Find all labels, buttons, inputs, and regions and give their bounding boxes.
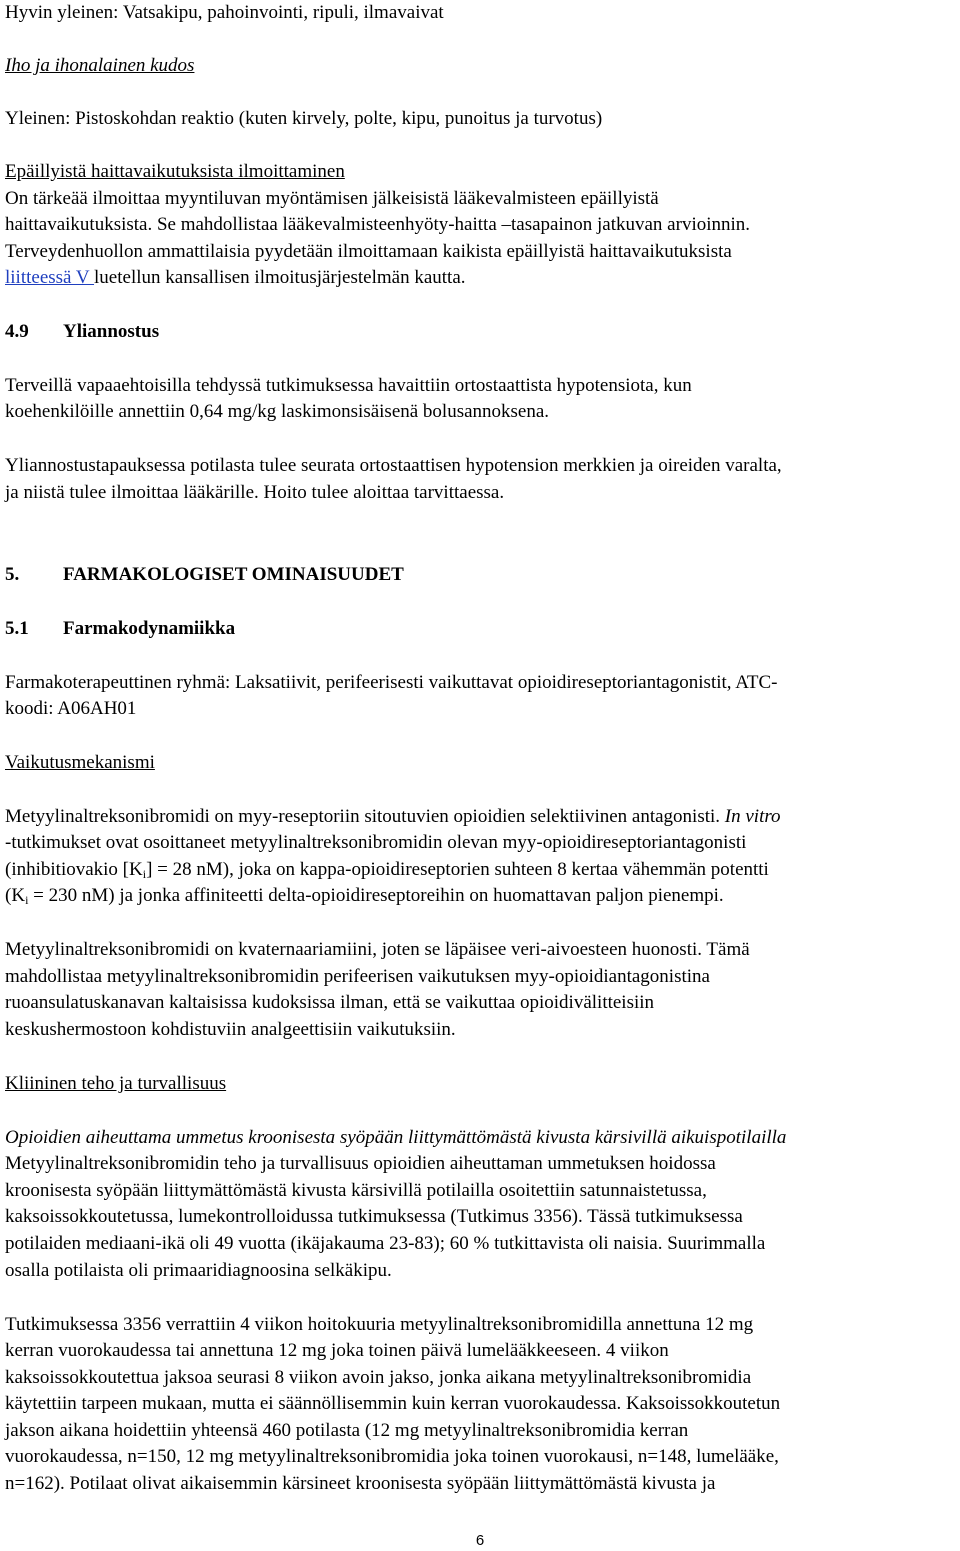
study-line: vuorokaudessa, n=150, 12 mg metyylinaltreksonibromidia joka toinen vuorokausi, n=148, lumelääke, <box>5 1446 779 1467</box>
quaternary-line: mahdollistaa metyylinaltreksonibromidin perifeerisen vaikutuksen myy-opioidiantagonistina <box>5 966 710 987</box>
study-line: kerran vuorokaudessa tai annettuna 12 mg joka toinen päivä lumelääkkeeseen. 4 viikon <box>5 1340 669 1361</box>
mechanism-text: ] = 28 nM), joka on kappa-opioidireseptorien suhteen 8 kertaa vähemmän potentti <box>146 859 769 880</box>
quaternary-line: keskushermostoon kohdistuviin analgeettisiin vaikutuksiin. <box>5 1019 456 1040</box>
mechanism-line <box>5 804 781 831</box>
reporting-line: Terveydenhuollon ammattilaisia pyydetään ilmoittamaan kaikista epäillyistä haittavaikutuksista <box>5 241 732 262</box>
section-title: Farmakodynamiikka <box>63 618 236 639</box>
study-line: jakson aikana hoidettiin yhteensä 460 potilasta (12 mg metyylinaltreksonibromidia kerran <box>5 1420 689 1441</box>
reporting-line-tail: luetellun kansallisen ilmoitusjärjestelmän kautta. <box>94 267 466 288</box>
section-title: FARMAKOLOGISET OMINAISUUDET <box>63 564 404 585</box>
clinical-line: potilaiden mediaani-ikä oli 49 vuotta (ikäjakauma 23-83); 60 % tutkittavista oli naisia. Suurimmalla <box>5 1233 766 1254</box>
quaternary-line: ruoansulatuskanavan kaltaisissa kudoksissa ilman, että se vaikuttaa opioidivälitteisiin <box>5 992 655 1013</box>
reporting-link-line <box>5 265 466 292</box>
overdose-p2-line: Yliannostustapauksessa potilasta tulee seurata ortostaattisen hypotension merkkien ja oireiden varalta, <box>5 455 782 476</box>
mechanism-text: Metyylinaltreksonibromidi on myy-reseptoriin sitoutuvien opioidien selektiivinen antagonisti. <box>5 806 725 827</box>
clinical-line: Metyylinaltreksonibromidin teho ja turvallisuus opioidien aiheuttaman ummetuksen hoidossa <box>5 1153 716 1174</box>
section-title: Yliannostus <box>63 321 160 342</box>
study-line: Tutkimuksessa 3356 verrattiin 4 viikon hoitokuuria metyylinaltreksonibromidilla annettuna 12 mg <box>5 1314 754 1335</box>
mechanism-text: (inhibitiovakio [K <box>5 859 143 880</box>
annex-v-link[interactable]: liitteessä V <box>5 267 95 288</box>
reporting-line: haittavaikutuksista. Se mahdollistaa lääkevalmisteenhyöty-haitta –tasapainon jatkuvan arvioinnin. <box>5 214 751 235</box>
mechanism-line <box>5 857 769 884</box>
section-number: 5. <box>5 564 20 585</box>
study-line: käytettiin tarpeen mukaan, mutta ei säännöllisemmin kuin kerran vuorokaudessa. Kaksoissokkoutetun <box>5 1393 781 1414</box>
subscript: i <box>142 867 147 881</box>
mechanism-heading: Vaikutusmekanismi <box>5 752 155 773</box>
section-heading-5-1 <box>5 616 235 643</box>
section-number: 4.9 <box>5 321 29 342</box>
clinical-line: kaksoissokkoutetussa, lumekontrolloidussa tutkimuksessa (Tutkimus 3356). Tässä tutkimuksessa <box>5 1206 743 1227</box>
quaternary-line: Metyylinaltreksonibromidi on kvaternaariamiini, joten se läpäisee veri-aivoesteen huonosti. Tämä <box>5 939 750 960</box>
pharmacotherapeutic-group-line: koodi: A06AH01 <box>5 698 137 719</box>
study-line: n=162). Potilaat olivat aikaisemmin kärsineet kroonisesta syöpään liittymättömästä kivusta ja <box>5 1473 716 1494</box>
skin-soc-heading: Iho ja ihonalainen kudos <box>5 55 195 76</box>
clinical-line: osalla potilaista oli primaaridiagnoosina selkäkipu. <box>5 1260 392 1281</box>
section-number: 5.1 <box>5 618 29 639</box>
overdose-p1-line: Terveillä vapaaehtoisilla tehdyssä tutkimuksessa havaittiin ortostaattista hypotensiota, kun <box>5 375 692 396</box>
clinical-line: kroonisesta syöpään liittymättömästä kivusta kärsivillä potilailla osoitettiin satunnaistetussa, <box>5 1180 707 1201</box>
clinical-heading: Kliininen teho ja turvallisuus <box>5 1073 227 1094</box>
pharmacotherapeutic-group-line: Farmakoterapeuttinen ryhmä: Laksatiivit, perifeerisesti vaikuttavat opioidireseptoriantagonistit, ATC- <box>5 672 778 693</box>
reporting-heading: Epäillyistä haittavaikutuksista ilmoittaminen <box>5 161 345 182</box>
mechanism-line <box>5 883 724 910</box>
page-number: 6 <box>475 1532 485 1549</box>
gi-adverse-line: Hyvin yleinen: Vatsakipu, pahoinvointi, ripuli, ilmavaivat <box>5 2 444 23</box>
study-line: kaksoissokkoutettua jaksoa seurasi 8 viikon avoin jakso, jonka aikana metyylinaltreksonibromidia <box>5 1367 752 1388</box>
section-heading-4-9 <box>5 319 159 346</box>
overdose-p1-line: koehenkilöille annettiin 0,64 mg/kg laskimonsisäisenä bolusannoksena. <box>5 401 550 422</box>
clinical-subheading: Opioidien aiheuttama ummetus kroonisesta syöpään liittymättömästä kivusta kärsivillä aikuispotilailla <box>5 1127 787 1148</box>
section-heading-5 <box>5 562 404 589</box>
mechanism-line: -tutkimukset ovat osoittaneet metyylinaltreksonibromidin olevan myy-opioidireseptoriantagonisti <box>5 832 747 853</box>
reporting-line: On tärkeää ilmoittaa myyntiluvan myöntämisen jälkeisistä lääkevalmisteen epäillyistä <box>5 188 659 209</box>
overdose-p2-line: ja niistä tulee ilmoittaa lääkärille. Hoito tulee aloittaa tarvittaessa. <box>5 482 505 503</box>
subscript: i <box>25 893 29 907</box>
skin-adverse-line: Yleinen: Pistoskohdan reaktio (kuten kirvely, polte, kipu, punoitus ja turvotus) <box>5 108 603 129</box>
mechanism-text: = 230 nM) ja jonka affiniteetti delta-opioidireseptoreihin on huomattavan paljon pienempi. <box>28 885 724 906</box>
mechanism-text: (K <box>5 885 26 906</box>
in-vitro-italic: In vitro <box>724 806 781 827</box>
